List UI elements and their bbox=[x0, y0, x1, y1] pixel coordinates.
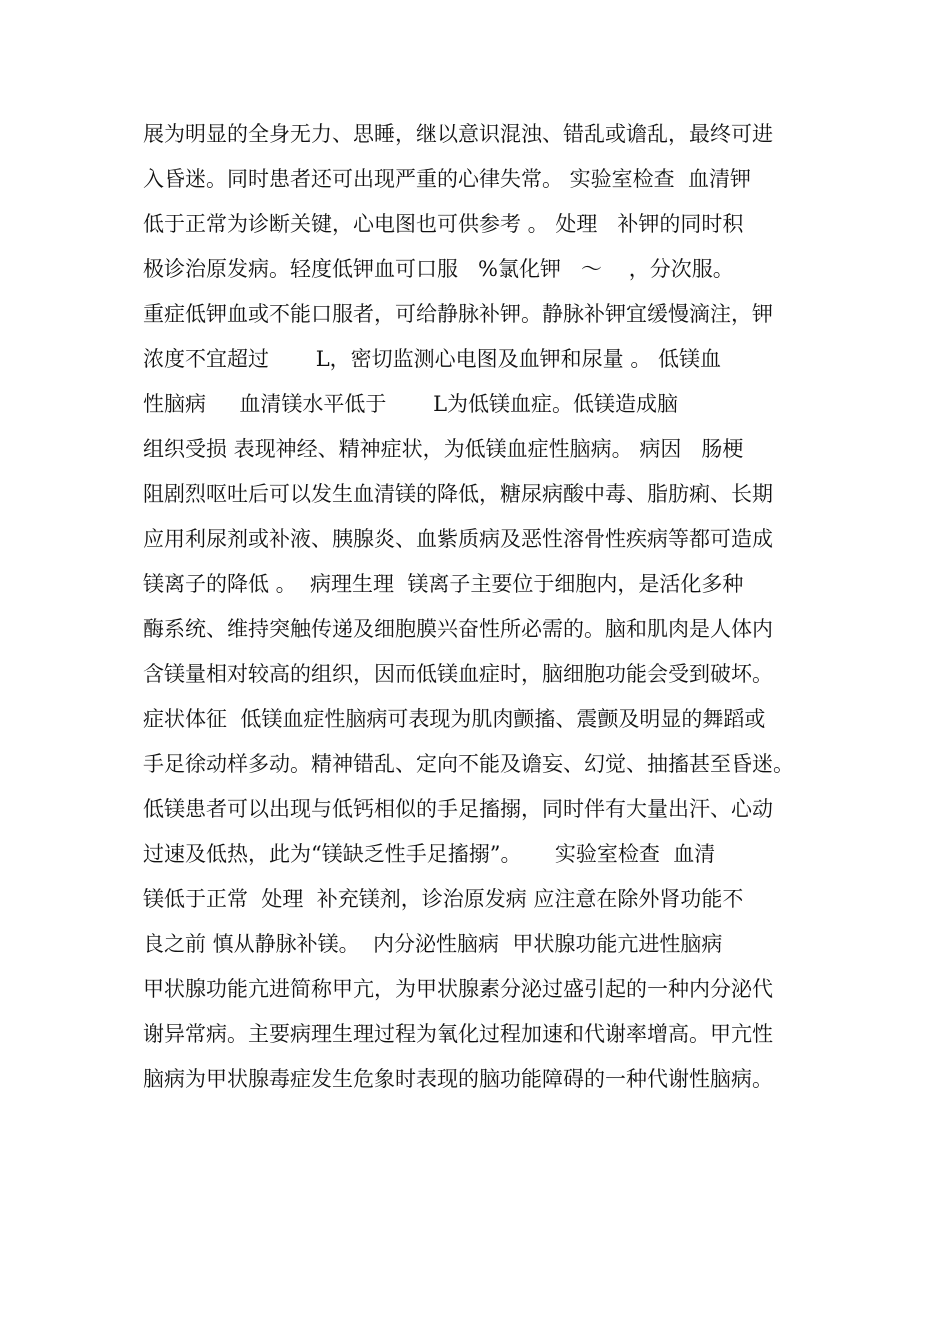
text-line: 酶系统、维持突触传递及细胞膜兴奋性所必需的。脑和肌肉是人体内 bbox=[143, 617, 773, 641]
text-line: 镁离子的降低 。 病理生理 镁离子主要位于细胞内，是活化多种 bbox=[143, 572, 744, 596]
text-line: 组织受损 表现神经、精神症状，为低镁血症性脑病。 病因 肠梗 bbox=[143, 437, 744, 461]
text-line: 良之前 慎从静脉补镁。 内分泌性脑病 甲状腺功能亢进性脑病 bbox=[143, 932, 723, 956]
text-line: 阻剧烈呕吐后可以发生血清镁的降低，糖尿病酸中毒、脂肪痢、长期 bbox=[143, 482, 773, 506]
text-line: 展为明显的全身无力、思睡，继以意识混浊、错乱或谵乱，最终可进 bbox=[143, 122, 773, 146]
text-line: 谢异常病。主要病理生理过程为氧化过程加速和代谢率增高。甲亢性 bbox=[143, 1022, 773, 1046]
text-line: 含镁量相对较高的组织，因而低镁血症时，脑细胞功能会受到破坏。 bbox=[143, 662, 773, 686]
text-line: 重症低钾血或不能口服者，可给静脉补钾。静脉补钾宜缓慢滴注，钾 bbox=[143, 302, 773, 326]
body-text bbox=[143, 112, 813, 1102]
text-line: 入昏迷。同时患者还可出现严重的心律失常。 实验室检查 血清钾 bbox=[143, 167, 752, 191]
text-line: 镁低于正常 处理 补充镁剂，诊治原发病 应注意在除外肾功能不 bbox=[143, 887, 744, 911]
text-line: 症状体征 低镁血症性脑病可表现为肌肉颤搐、震颤及明显的舞蹈或 bbox=[143, 707, 766, 731]
text-line: 性脑病 血清镁水平低于 L为低镁血症。低镁造成脑 bbox=[143, 392, 679, 416]
text-line: 手足徐动样多动。精神错乱、定向不能及谵妄、幻觉、抽搐甚至昏迷。 bbox=[143, 752, 794, 776]
text-line: 低镁患者可以出现与低钙相似的手足搐搦，同时伴有大量出汗、心动 bbox=[143, 797, 773, 821]
text-line: 甲状腺功能亢进简称甲亢，为甲状腺素分泌过盛引起的一种内分泌代 bbox=[143, 977, 773, 1001]
text-line: 浓度不宜超过 L，密切监测心电图及血钾和尿量 。 低镁血 bbox=[143, 347, 722, 371]
text-line: 脑病为甲状腺毒症发生危象时表现的脑功能障碍的一种代谢性脑病。 bbox=[143, 1067, 773, 1091]
text-line: 低于正常为诊断关键，心电图也可供参考 。 处理 补钾的同时积 bbox=[143, 212, 744, 236]
text-line: 极诊治原发病。轻度低钾血可口服 %氯化钾 ～ ，分次服。 bbox=[143, 257, 734, 281]
text-line: 过速及低热，此为“镁缺乏性手足搐搦”。 实验室检查 血清 bbox=[143, 842, 716, 866]
text-line: 应用利尿剂或补液、胰腺炎、血紫质病及恶性溶骨性疾病等都可造成 bbox=[143, 527, 773, 551]
